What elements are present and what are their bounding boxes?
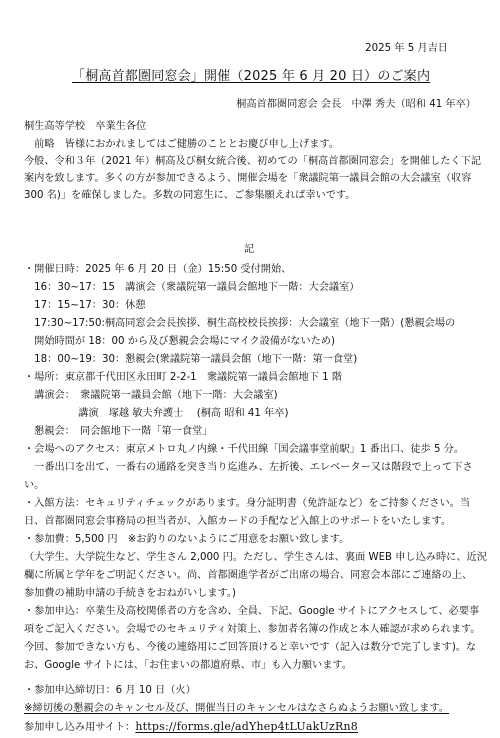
- detail-line: 講演 塚越 敏夫弁護士 (桐高 昭和 41 年卒): [24, 408, 289, 419]
- detail-line: 日、首都圏同窓会事務局の担当者が、入館カードの手配など入館上のサポートをいたします。: [24, 516, 452, 527]
- ki-heading: 記: [244, 244, 255, 255]
- detail-line: 17：15∼17：30：休憩: [24, 300, 146, 311]
- document-title: 「桐高首都圏同窓会」開催（2025 年 6 月 20 日）のご案内: [72, 69, 431, 84]
- detail-line: ・開催日時：2025 年 6 月 20 日（金）15:50 受付開始、: [24, 264, 292, 275]
- detail-line: 16：30∼17：15 講演会（衆議院第一議員会館地下一階：大会議室）: [24, 282, 360, 293]
- detail-line: ・会場へのアクセス：東京メトロ丸ノ内線・千代田線「国会議事堂前駅」1 番出口、徒歩 5 分。: [24, 444, 465, 455]
- detail-line: 講演会： 衆議院第一議員会館（地下一階：大会議室): [24, 390, 278, 401]
- issue-date: 2025 年 5 月吉日: [365, 43, 448, 54]
- detail-line: ・参加費：5,500 円 ※お釣りのないようにご用意をお願い致します。: [24, 534, 350, 545]
- cancel-note: ※締切後の懇親会のキャンセル及び、開催当日のキャンセルはなさらぬようお願い致します。: [24, 703, 449, 714]
- intro-line: 今般、令和３年（2021 年）桐高及び桐女統合後、初めての「桐高首都圏同窓会」を開催したく下記: [24, 156, 482, 167]
- detail-line: 18：00∼19：30：懇親会(衆議院第一議員会館（地下一階：第一食堂): [24, 354, 358, 365]
- signup-label: 参加申し込み用サイト：: [24, 722, 136, 733]
- signup-link[interactable]: https://forms.gle/adYhep4tLUakUzRn8: [135, 720, 358, 733]
- intro-line: 案内を致します。多くの方が参加できるよう、開催会場を「衆議院第一議員会館の大会議室（収容: [24, 173, 472, 184]
- detail-line: 項をご記入ください。会場でのセキュリティ対策上、参加者名簿の作成と本人確認が求められます。: [24, 624, 481, 635]
- detail-line: 今回、参加できない方も、今後の連絡用にご回答頂けると幸いです（記入は数分で完了します)。な: [24, 642, 477, 653]
- detail-line: 欄に所属と学年をご明記ください。尚、首都圏進学者がご出席の場合、同窓会本部にご連絡の上、: [24, 570, 473, 581]
- deadline-line: ・参加申込締切日：6 月 10 日（火）: [24, 685, 196, 696]
- intro-line: 前略 皆様におかれましてはご健勝のこととお慶び申し上げます。: [24, 139, 339, 150]
- detail-line: 一番出口を出て、一番右の通路を突き当り迄進み、左折後、エレベーター又は階段で上って下さ: [24, 462, 473, 473]
- intro-line: 300 名)」を確保しました。多数の同窓生に、ご参集願えれば幸いです。: [24, 190, 356, 201]
- detail-line: （大学生、大学院生など、学生さん 2,000 円。ただし、学生さんは、裏面 WEB 申し込み時に、近況: [24, 552, 487, 563]
- signup-line: [24, 718, 358, 736]
- detail-line: い。: [24, 480, 45, 491]
- detail-line: 懇親会： 同会館地下一階「第一食堂」: [24, 426, 213, 437]
- recipient-line: 桐生高等学校 卒業生各位: [24, 121, 147, 132]
- detail-line: 開始時間が 18：00 から及び懇親会会場にマイク設備がないため): [24, 336, 336, 347]
- detail-line: お、Google サイトには、「お住まいの都道府県、市」も入力願います。: [24, 660, 352, 671]
- detail-line: ・入館方法：セキュリティチェックがあります。身分証明書（免許証など）をご持参ください。当: [24, 498, 471, 509]
- sender-line: 桐高首都圏同窓会 会長 中澤 秀夫（昭和 41 年卒）: [236, 99, 476, 110]
- detail-line: 17:30∼17:50:桐高同窓会会長挨拶、桐生高校校長挨拶：大会議室（地下一階）(懇親会場の: [24, 318, 456, 329]
- detail-line: 参加費の補助申請の手続きをおねがいします。): [24, 588, 236, 599]
- detail-line: ・場所：東京都千代田区永田町 2-2-1 衆議院第一議員会館地下 1 階: [24, 372, 343, 383]
- detail-line: ・参加申込：卒業生及高校関係者の方を含め、全員、下記、Google サイトにアクセスして、必要事: [24, 606, 480, 617]
